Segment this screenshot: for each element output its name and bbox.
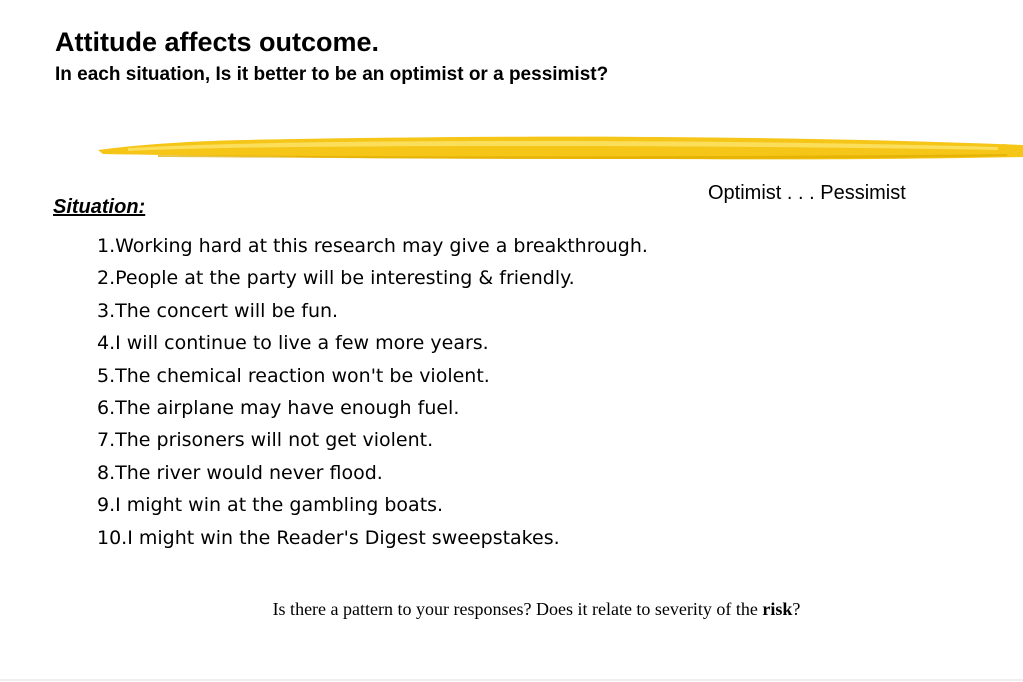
situation-item-1: 1.Working hard at this research may give a breakthrough. bbox=[97, 235, 648, 257]
yellow-brush-stroke-divider bbox=[98, 126, 1023, 166]
slide-subtitle: In each situation, Is it better to be an optimist or a pessimist? bbox=[55, 64, 609, 85]
optimist-pessimist-scale-header: Optimist . . . Pessimist bbox=[708, 182, 906, 204]
situation-item-4: 4.I will continue to live a few more years. bbox=[97, 332, 489, 355]
footer-question-end: ? bbox=[792, 599, 801, 619]
situation-item-3: 3.The concert will be fun. bbox=[97, 299, 339, 322]
situation-list bbox=[97, 230, 648, 554]
situation-item-8: 8.The river would never flood. bbox=[97, 461, 383, 484]
situation-item-5: 5.The chemical reaction won't be violent. bbox=[97, 364, 490, 387]
bottom-divider bbox=[0, 679, 1023, 681]
situation-label: Situation: bbox=[53, 196, 146, 218]
situation-item-6: 6.The airplane may have enough fuel. bbox=[97, 397, 460, 420]
footer-question-text: Is there a pattern to your responses? Does it relate to severity of the bbox=[272, 599, 763, 619]
situation-item-2: 2.People at the party will be interesting & friendly. bbox=[97, 267, 575, 290]
footer-risk-emphasis: risk bbox=[762, 599, 793, 619]
footer-question bbox=[0, 597, 1023, 621]
situation-item-7: 7.The prisoners will not get violent. bbox=[97, 429, 434, 452]
situation-item-10: 10.I might win the Reader's Digest sweepstakes. bbox=[97, 526, 560, 549]
situation-item-9: 9.I might win at the gambling boats. bbox=[97, 494, 444, 517]
slide-title: Attitude affects outcome. bbox=[55, 27, 380, 57]
